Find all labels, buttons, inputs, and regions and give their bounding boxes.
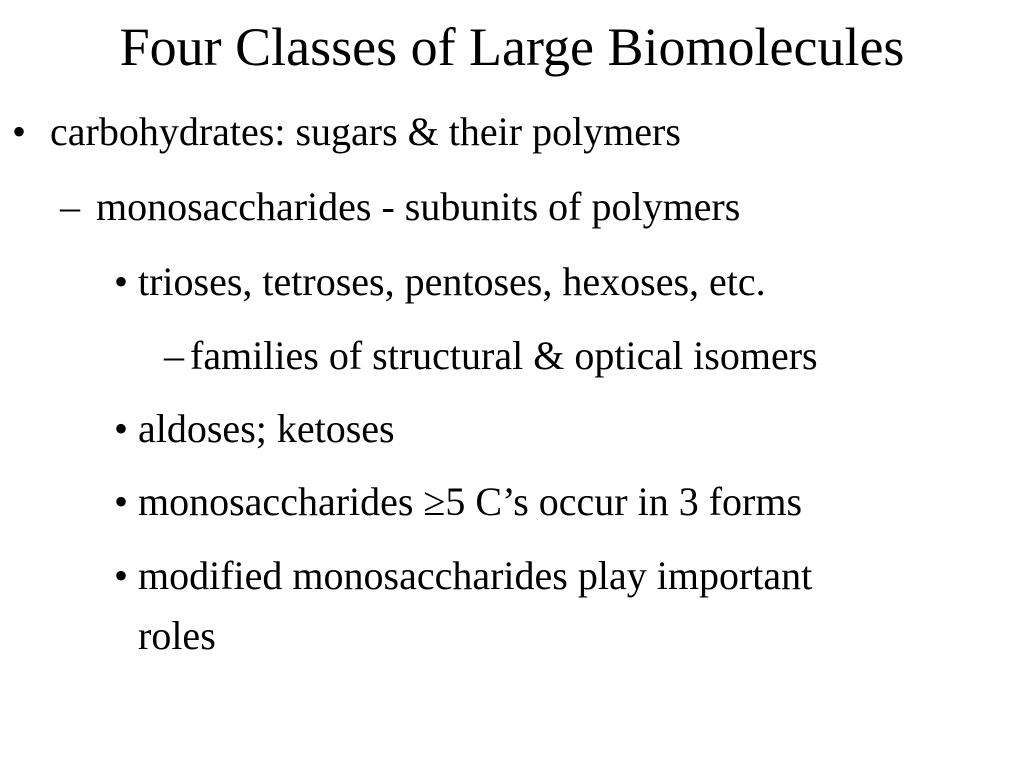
bullet-marker: • (114, 406, 129, 451)
dash-marker: – (164, 333, 184, 378)
bullet-marker: • (12, 109, 27, 154)
bullet-families: families of structural & optical isomers (190, 333, 818, 378)
dash-marker: – (60, 184, 80, 229)
bullet-marker: • (114, 479, 129, 524)
bullet-aldoses: aldoses; ketoses (138, 406, 395, 451)
bullet-modified: modified monosaccharides play important (138, 553, 813, 598)
bullet-trioses: trioses, tetroses, pentoses, hexoses, etc. (138, 259, 766, 304)
bullet-modified-continuation: roles (138, 613, 216, 658)
bullet-carbohydrates: carbohydrates: sugars & their polymers (50, 109, 681, 154)
slide-title: Four Classes of Large Biomolecules (119, 17, 905, 77)
bullet-forms: monosaccharides ≥5 C’s occur in 3 forms (138, 479, 803, 524)
bullet-monosaccharides: monosaccharides - subunits of polymers (96, 184, 741, 229)
bullet-marker: • (114, 553, 129, 598)
bullet-marker: • (114, 259, 129, 304)
